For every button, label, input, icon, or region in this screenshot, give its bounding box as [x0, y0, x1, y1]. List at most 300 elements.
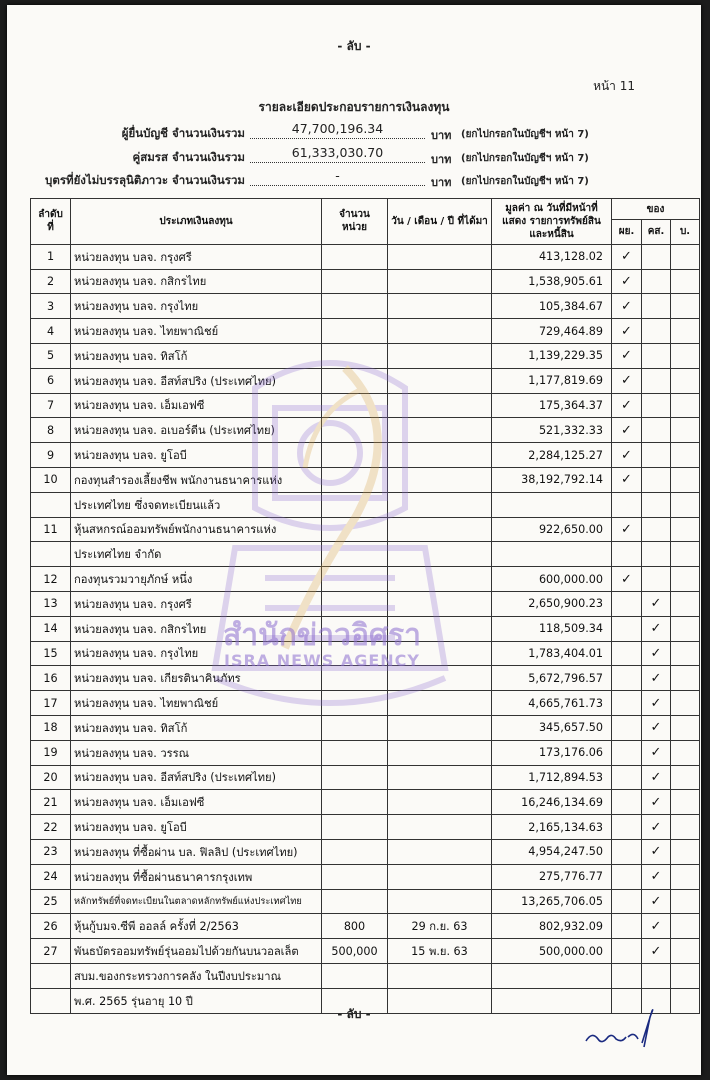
- row-value: 2,650,900.23: [492, 591, 612, 616]
- row-no: 5: [31, 343, 71, 368]
- row-value: [492, 492, 612, 517]
- check-mark-icon: ✓: [621, 422, 632, 438]
- owner-check-cell: [642, 839, 671, 864]
- row-date: [388, 715, 492, 740]
- row-units: 500,000: [322, 939, 388, 964]
- summary-label-spouse: คู่สมรส จำนวนเงินรวม: [132, 150, 245, 164]
- owner-check-cell: [671, 765, 700, 790]
- row-date: [388, 765, 492, 790]
- owner-check-cell: [612, 368, 642, 393]
- summary-unit: บาท: [431, 153, 452, 166]
- row-no: [31, 542, 71, 567]
- row-no: 21: [31, 790, 71, 815]
- row-date: [388, 641, 492, 666]
- row-no: 22: [31, 815, 71, 840]
- row-date: [388, 418, 492, 443]
- row-units: [322, 839, 388, 864]
- summary-unit: บาท: [431, 176, 452, 189]
- row-date: [388, 815, 492, 840]
- owner-check-cell: [642, 343, 671, 368]
- owner-check-cell: [612, 542, 642, 567]
- table-row: [31, 443, 700, 468]
- check-mark-icon: ✓: [650, 769, 662, 785]
- row-date: [388, 294, 492, 319]
- row-no: 3: [31, 294, 71, 319]
- owner-check-cell: [612, 269, 642, 294]
- row-date: [388, 517, 492, 542]
- owner-check-cell: [612, 616, 642, 641]
- row-value: 600,000.00: [492, 567, 612, 592]
- owner-check-cell: [671, 864, 700, 889]
- header-owner-filer: ผย.: [612, 220, 642, 245]
- row-no: 19: [31, 740, 71, 765]
- row-type: หน่วยลงทุน บลจ. ไทยพาณิชย์: [71, 319, 322, 344]
- owner-check-cell: [612, 765, 642, 790]
- row-value: 345,657.50: [492, 715, 612, 740]
- owner-check-cell: [612, 914, 642, 939]
- owner-check-cell: [642, 963, 671, 988]
- row-units: [322, 542, 388, 567]
- check-mark-icon: ✓: [650, 621, 662, 637]
- row-value: 13,265,706.05: [492, 889, 612, 914]
- row-value: 38,192,792.14: [492, 467, 612, 492]
- row-type: พันธบัตรออมทรัพย์รุ่นออมไปด้วยกันบนวอลเล็ต: [71, 939, 322, 964]
- check-mark-icon: ✓: [621, 273, 632, 289]
- owner-check-cell: [642, 467, 671, 492]
- summary-value-filer: 47,700,196.34: [291, 121, 384, 136]
- row-type: หน่วยลงทุน ที่ซื้อผ่านธนาคารกรุงเทพ: [71, 864, 322, 889]
- row-units: [322, 343, 388, 368]
- row-value: [492, 542, 612, 567]
- row-units: [322, 393, 388, 418]
- row-units: [322, 567, 388, 592]
- check-mark-icon: ✓: [650, 670, 662, 686]
- owner-check-cell: [671, 790, 700, 815]
- row-units: [322, 963, 388, 988]
- owner-check-cell: [642, 641, 671, 666]
- row-units: [322, 616, 388, 641]
- row-type: หน่วยลงทุน บลจ. กรุงศรี: [71, 591, 322, 616]
- owner-check-cell: [671, 368, 700, 393]
- owner-check-cell: [642, 319, 671, 344]
- row-no: 24: [31, 864, 71, 889]
- row-date: [388, 790, 492, 815]
- owner-check-cell: [612, 864, 642, 889]
- table-row: [31, 914, 700, 939]
- owner-check-cell: [612, 343, 642, 368]
- owner-check-cell: [642, 567, 671, 592]
- row-no: [31, 492, 71, 517]
- owner-check-cell: [671, 517, 700, 542]
- owner-check-cell: [671, 715, 700, 740]
- row-type: หน่วยลงทุน บลจ. ทิสโก้: [71, 715, 322, 740]
- row-value: 175,364.37: [492, 393, 612, 418]
- row-date: [388, 889, 492, 914]
- header-no: ลำดับ ที่: [31, 199, 71, 245]
- row-no: 10: [31, 467, 71, 492]
- table-row: [31, 715, 700, 740]
- owner-check-cell: [671, 567, 700, 592]
- owner-check-cell: [671, 467, 700, 492]
- row-type: หน่วยลงทุน บลจ. กรุงศรี: [71, 244, 322, 269]
- check-mark-icon: ✓: [650, 893, 662, 909]
- row-no: 9: [31, 443, 71, 468]
- row-units: 800: [322, 914, 388, 939]
- row-value: 2,165,134.63: [492, 815, 612, 840]
- owner-check-cell: [612, 418, 642, 443]
- table-row: [31, 269, 700, 294]
- owner-check-cell: [612, 244, 642, 269]
- check-mark-icon: ✓: [650, 596, 662, 612]
- row-no: 6: [31, 368, 71, 393]
- check-mark-icon: ✓: [621, 298, 632, 314]
- row-no: 1: [31, 244, 71, 269]
- watermark-subtext: ISRA NEWS AGENCY: [224, 651, 420, 670]
- owner-check-cell: [671, 616, 700, 641]
- table-row: [31, 790, 700, 815]
- row-units: [322, 319, 388, 344]
- owner-check-cell: [671, 542, 700, 567]
- table-row: [31, 591, 700, 616]
- owner-check-cell: [671, 740, 700, 765]
- table-row: [31, 815, 700, 840]
- owner-check-cell: [671, 839, 700, 864]
- owner-check-cell: [612, 591, 642, 616]
- table-row: [31, 641, 700, 666]
- owner-check-cell: [642, 492, 671, 517]
- row-value: 521,332.33: [492, 418, 612, 443]
- row-value: 500,000.00: [492, 939, 612, 964]
- secret-header: - ลับ -: [337, 39, 371, 53]
- row-no: [31, 963, 71, 988]
- owner-check-cell: [612, 467, 642, 492]
- row-value: 275,776.77: [492, 864, 612, 889]
- row-value: 1,783,404.01: [492, 641, 612, 666]
- owner-check-cell: [671, 914, 700, 939]
- row-no: 11: [31, 517, 71, 542]
- row-value: 922,650.00: [492, 517, 612, 542]
- owner-check-cell: [612, 492, 642, 517]
- row-units: [322, 294, 388, 319]
- owner-check-cell: [642, 418, 671, 443]
- row-date: [388, 343, 492, 368]
- row-units: [322, 443, 388, 468]
- header-owner: ของ: [612, 199, 700, 220]
- owner-check-cell: [612, 839, 642, 864]
- table-row: [31, 368, 700, 393]
- row-units: [322, 864, 388, 889]
- row-value: 1,538,905.61: [492, 269, 612, 294]
- check-mark-icon: ✓: [650, 844, 662, 860]
- row-units: [322, 790, 388, 815]
- row-date: [388, 368, 492, 393]
- row-date: [388, 443, 492, 468]
- table-row: [31, 492, 700, 517]
- row-units: [322, 244, 388, 269]
- row-type: ประเทศไทย จำกัด: [71, 542, 322, 567]
- owner-check-cell: [671, 641, 700, 666]
- summary-label-filer: ผู้ยื่นบัญชี จำนวนเงินรวม: [121, 126, 245, 140]
- owner-check-cell: [612, 319, 642, 344]
- owner-check-cell: [671, 393, 700, 418]
- summary-note: (ยกไปกรอกในบัญชีฯ หน้า 7): [461, 176, 589, 187]
- row-type: หน่วยลงทุน บลจ. อเบอร์ดีน (ประเทศไทย): [71, 418, 322, 443]
- summary-label-children: บุตรที่ยังไม่บรรลุนิติภาวะ จำนวนเงินรวม: [45, 173, 245, 187]
- owner-check-cell: [642, 443, 671, 468]
- row-date: [388, 467, 492, 492]
- row-type: กองทุนสำรองเลี้ยงชีพ พนักงานธนาคารแห่ง: [71, 467, 322, 492]
- row-value: 5,672,796.57: [492, 666, 612, 691]
- row-type: ประเทศไทย ซึ่งจดทะเบียนแล้ว: [71, 492, 322, 517]
- owner-check-cell: [612, 889, 642, 914]
- row-date: [388, 616, 492, 641]
- row-value: [492, 963, 612, 988]
- owner-check-cell: [642, 864, 671, 889]
- owner-check-cell: [612, 691, 642, 716]
- row-type: หน่วยลงทุน บลจ. อีสท์สปริง (ประเทศไทย): [71, 368, 322, 393]
- owner-check-cell: [642, 269, 671, 294]
- table-row: [31, 467, 700, 492]
- header-owner-spouse: คส.: [642, 220, 671, 245]
- check-mark-icon: ✓: [621, 348, 632, 364]
- header-owner-child: บ.: [671, 220, 700, 245]
- owner-check-cell: [612, 294, 642, 319]
- row-date: [388, 864, 492, 889]
- row-no: 25: [31, 889, 71, 914]
- summary-value-children: -: [335, 168, 340, 183]
- table-body: [31, 244, 700, 1013]
- owner-check-cell: [642, 368, 671, 393]
- table-row: [31, 666, 700, 691]
- check-mark-icon: ✓: [621, 323, 632, 339]
- owner-check-cell: [671, 343, 700, 368]
- owner-check-cell: [612, 963, 642, 988]
- row-date: [388, 567, 492, 592]
- row-date: [388, 963, 492, 988]
- check-mark-icon: ✓: [621, 571, 632, 587]
- row-type: พ.ศ. 2565 รุ่นอายุ 10 ปี: [71, 988, 322, 1013]
- owner-check-cell: [642, 691, 671, 716]
- row-no: 8: [31, 418, 71, 443]
- check-mark-icon: ✓: [650, 819, 662, 835]
- owner-check-cell: [612, 517, 642, 542]
- row-date: [388, 319, 492, 344]
- owner-check-cell: [642, 294, 671, 319]
- row-value: 105,384.67: [492, 294, 612, 319]
- page-number: หน้า 11: [593, 79, 635, 93]
- table-row: [31, 889, 700, 914]
- table-row: [31, 839, 700, 864]
- owner-check-cell: [612, 393, 642, 418]
- table-row: [31, 244, 700, 269]
- row-no: 26: [31, 914, 71, 939]
- row-type: หน่วยลงทุน บลจ. กสิกรไทย: [71, 616, 322, 641]
- row-units: [322, 492, 388, 517]
- table-row: [31, 740, 700, 765]
- row-type: หน่วยลงทุน บลจ. กสิกรไทย: [71, 269, 322, 294]
- row-no: 20: [31, 765, 71, 790]
- header-units: จำนวน หน่วย: [322, 199, 388, 245]
- summary-note: (ยกไปกรอกในบัญชีฯ หน้า 7): [461, 153, 589, 164]
- owner-check-cell: [612, 641, 642, 666]
- owner-check-cell: [642, 889, 671, 914]
- table-row: [31, 418, 700, 443]
- document-page: [7, 5, 701, 1075]
- check-mark-icon: ✓: [621, 249, 632, 265]
- row-type: หน่วยลงทุน บลจ. เอ็มเอฟซี: [71, 393, 322, 418]
- header-value: มูลค่า ณ วันที่มีหน้าที่แสดง รายการทรัพย์สินและหนี้สิน: [492, 199, 612, 245]
- owner-check-cell: [671, 963, 700, 988]
- table-row: [31, 963, 700, 988]
- owner-check-cell: [671, 269, 700, 294]
- row-value: 1,139,229.35: [492, 343, 612, 368]
- row-units: [322, 368, 388, 393]
- page-title: รายละเอียดประกอบรายการเงินลงทุน: [258, 100, 450, 114]
- row-date: [388, 740, 492, 765]
- row-type: หน่วยลงทุน บลจ. เอ็มเอฟซี: [71, 790, 322, 815]
- summary-unit: บาท: [431, 129, 452, 142]
- row-value: 118,509.34: [492, 616, 612, 641]
- owner-check-cell: [642, 666, 671, 691]
- signature-icon: [582, 1003, 662, 1053]
- row-date: [388, 542, 492, 567]
- row-value: 1,712,894.53: [492, 765, 612, 790]
- owner-check-cell: [642, 815, 671, 840]
- row-type: หน่วยลงทุน บลจ. อีสท์สปริง (ประเทศไทย): [71, 765, 322, 790]
- row-date: [388, 393, 492, 418]
- table-row: [31, 616, 700, 641]
- row-type: หน่วยลงทุน ที่ซื้อผ่าน บล. ฟิลลิป (ประเทศไทย): [71, 839, 322, 864]
- summary-note: (ยกไปกรอกในบัญชีฯ หน้า 7): [461, 129, 589, 140]
- owner-check-cell: [612, 939, 642, 964]
- row-date: [388, 269, 492, 294]
- row-no: 17: [31, 691, 71, 716]
- row-date: 15 พ.ย. 63: [388, 939, 492, 964]
- check-mark-icon: ✓: [621, 447, 632, 463]
- row-units: [322, 666, 388, 691]
- table-row: [31, 567, 700, 592]
- owner-check-cell: [671, 443, 700, 468]
- check-mark-icon: ✓: [621, 521, 632, 537]
- owner-check-cell: [642, 517, 671, 542]
- row-value: 16,246,134.69: [492, 790, 612, 815]
- owner-check-cell: [671, 691, 700, 716]
- header-date: วัน / เดือน / ปี ที่ได้มา: [388, 199, 492, 245]
- owner-check-cell: [612, 790, 642, 815]
- owner-check-cell: [612, 815, 642, 840]
- check-mark-icon: ✓: [650, 720, 662, 736]
- owner-check-cell: [671, 815, 700, 840]
- owner-check-cell: [671, 244, 700, 269]
- row-date: [388, 691, 492, 716]
- investment-table: [30, 198, 700, 1014]
- row-value: 4,665,761.73: [492, 691, 612, 716]
- row-type: หน่วยลงทุน บลจ. ทิสโก้: [71, 343, 322, 368]
- row-no: 13: [31, 591, 71, 616]
- watermark-text: สำนักข่าวอิศรา: [222, 618, 422, 653]
- secret-footer: - ลับ -: [337, 1007, 371, 1021]
- row-date: [388, 244, 492, 269]
- table-row: [31, 864, 700, 889]
- row-units: [322, 715, 388, 740]
- owner-check-cell: [612, 666, 642, 691]
- row-type: หลักทรัพย์ที่จดทะเบียนในตลาดหลักทรัพย์แห่งประเทศไทย: [71, 889, 322, 914]
- row-value: 413,128.02: [492, 244, 612, 269]
- row-no: 15: [31, 641, 71, 666]
- table-row: [31, 765, 700, 790]
- row-type: หน่วยลงทุน บลจ. วรรณ: [71, 740, 322, 765]
- header-type: ประเภทเงินลงทุน: [71, 199, 322, 245]
- row-type: หุ้นกู้บมจ.ซีพี ออลล์ ครั้งที่ 2/2563: [71, 914, 322, 939]
- row-type: หน่วยลงทุน บลจ. ไทยพาณิชย์: [71, 691, 322, 716]
- row-date: [388, 839, 492, 864]
- owner-check-cell: [671, 319, 700, 344]
- owner-check-cell: [642, 740, 671, 765]
- row-value: 729,464.89: [492, 319, 612, 344]
- row-date: [388, 492, 492, 517]
- row-no: 23: [31, 839, 71, 864]
- row-value: 1,177,819.69: [492, 368, 612, 393]
- row-units: [322, 740, 388, 765]
- owner-check-cell: [671, 294, 700, 319]
- check-mark-icon: ✓: [650, 943, 662, 959]
- owner-check-cell: [671, 939, 700, 964]
- table-row: [31, 343, 700, 368]
- row-date: 29 ก.ย. 63: [388, 914, 492, 939]
- row-value: 2,284,125.27: [492, 443, 612, 468]
- owner-check-cell: [642, 765, 671, 790]
- row-units: [322, 889, 388, 914]
- owner-check-cell: [671, 591, 700, 616]
- row-units: [322, 815, 388, 840]
- row-no: 16: [31, 666, 71, 691]
- row-no: 18: [31, 715, 71, 740]
- check-mark-icon: ✓: [650, 695, 662, 711]
- row-type: หน่วยลงทุน บลจ. กรุงไทย: [71, 641, 322, 666]
- table-row: [31, 691, 700, 716]
- owner-check-cell: [612, 715, 642, 740]
- owner-check-cell: [671, 418, 700, 443]
- check-mark-icon: ✓: [621, 373, 632, 389]
- owner-check-cell: [612, 443, 642, 468]
- check-mark-icon: ✓: [650, 869, 662, 885]
- owner-check-cell: [671, 889, 700, 914]
- owner-check-cell: [642, 244, 671, 269]
- row-no: 4: [31, 319, 71, 344]
- owner-check-cell: [642, 914, 671, 939]
- owner-check-cell: [642, 591, 671, 616]
- row-value: 4,954,247.50: [492, 839, 612, 864]
- table-row: [31, 517, 700, 542]
- table-row: [31, 939, 700, 964]
- row-type: สบม.ของกระทรวงการคลัง ในปีงบประมาณ: [71, 963, 322, 988]
- row-no: 12: [31, 567, 71, 592]
- row-type: หน่วยลงทุน บลจ. เกียรตินาคินภัทร: [71, 666, 322, 691]
- owner-check-cell: [642, 939, 671, 964]
- row-type: หน่วยลงทุน บลจ. กรุงไทย: [71, 294, 322, 319]
- row-units: [322, 418, 388, 443]
- check-mark-icon: ✓: [650, 918, 662, 934]
- row-no: 2: [31, 269, 71, 294]
- summary-value-spouse: 61,333,030.70: [291, 145, 384, 160]
- row-type: กองทุนรวมวายุภักษ์ หนึ่ง: [71, 567, 322, 592]
- row-value: 173,176.06: [492, 740, 612, 765]
- row-no: 27: [31, 939, 71, 964]
- row-units: [322, 691, 388, 716]
- table-row: [31, 319, 700, 344]
- check-mark-icon: ✓: [621, 472, 632, 488]
- check-mark-icon: ✓: [650, 745, 662, 761]
